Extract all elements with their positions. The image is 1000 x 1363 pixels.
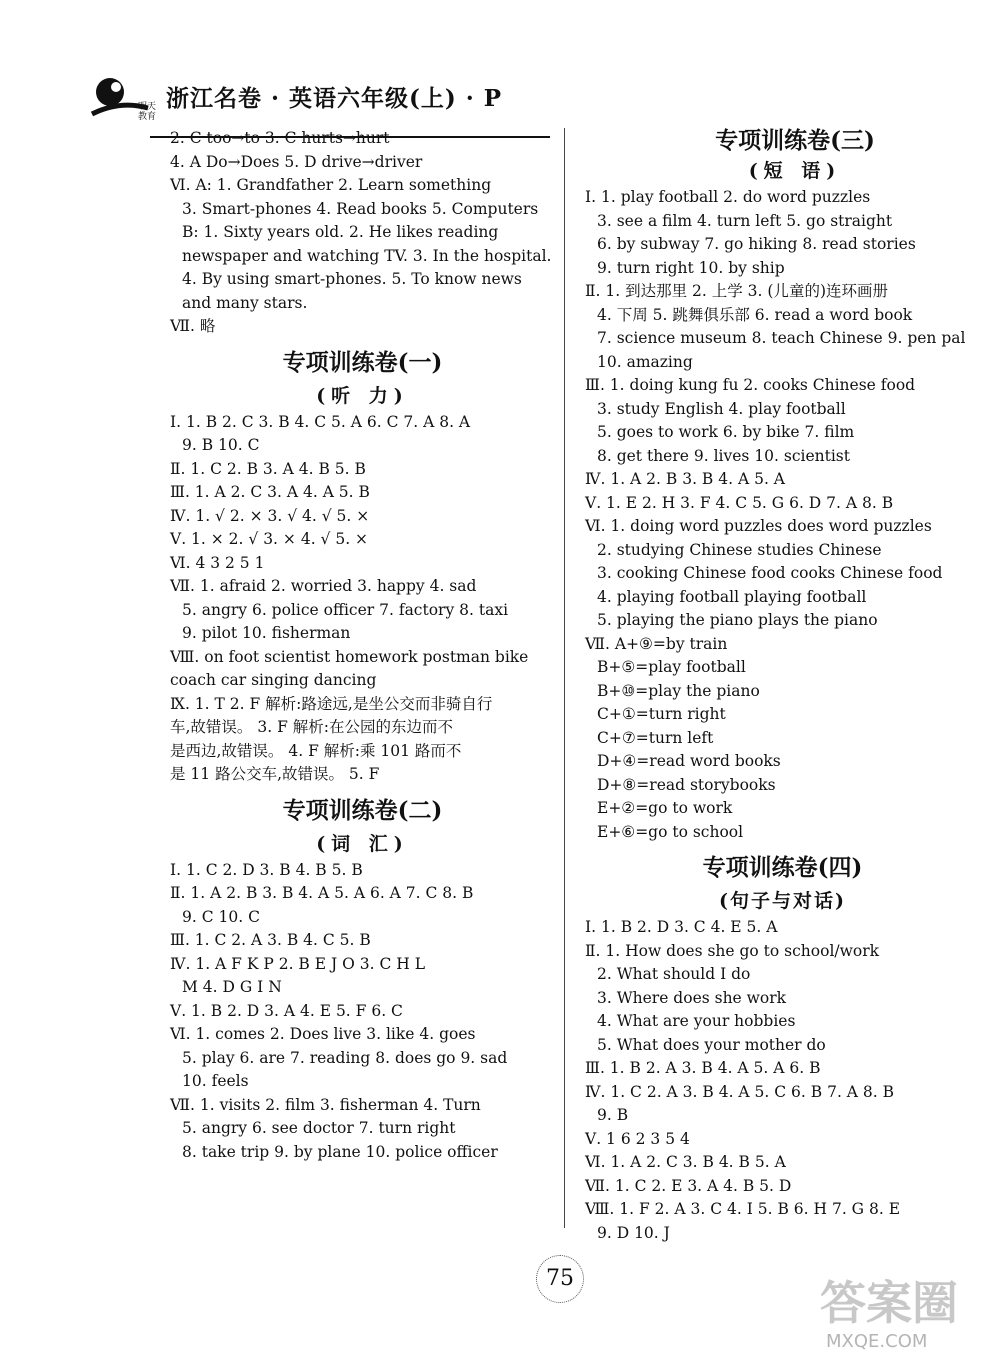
section-title: 专项训练卷(三) [715,127,875,154]
answer-line: 5. angry 6. see doctor 7. turn right [182,1119,456,1137]
answer-line: Ⅲ. 1. B 2. A 3. B 4. A 5. A 6. B [585,1059,821,1077]
answer-line: Ⅵ. A: 1. Grandfather 2. Learn something [170,176,492,194]
answer-line: C+①=turn right [597,705,726,723]
answer-line: Ⅲ. 1. doing kung fu 2. cooks Chinese food [585,376,916,394]
answer-line: Ⅴ. 1. B 2. D 3. A 4. E 5. F 6. C [170,1001,403,1020]
answer-line: Ⅱ. 1. C 2. B 3. A 4. B 5. B [170,459,366,478]
section-subtitle: (词 汇) [316,832,409,855]
column-divider [564,128,565,1228]
answer-line: Ⅳ. 1. √ 2. × 3. √ 4. √ 5. × [170,506,370,525]
answer-line: 车,故错误。 3. F 解析:在公园的东边而不 [170,718,453,736]
answer-line: 5. play 6. are 7. reading 8. does go 9. sad [182,1048,508,1067]
answer-line: 10. feels [182,1072,249,1090]
answer-line: 8. take trip 9. by plane 10. police officer [182,1142,498,1161]
answer-line: 3. Where does she work [597,988,787,1007]
answer-line: Ⅰ. 1. play football 2. do word puzzles [585,188,871,206]
answer-line: Ⅰ. 1. B 2. C 3. B 4. C 5. A 6. C 7. A 8. A [170,412,471,431]
answer-line: 4. 下周 5. 跳舞俱乐部 6. read a word book [597,305,913,324]
answer-line: 5. angry 6. police officer 7. factory 8. taxi [182,600,509,619]
answer-line: Ⅷ. 1. F 2. A 3. C 4. I 5. B 6. H 7. G 8. E [585,1200,901,1218]
right-column [585,186,980,1245]
left-column [170,127,555,1164]
answer-line: B+⑤=play football [597,658,746,676]
answer-line: Ⅵ. 1. comes 2. Does live 3. like 4. goes [170,1025,476,1043]
answer-line: 2. C too→to 3. C hurts→hurt [170,129,390,147]
answer-line: Ⅵ. 4 3 2 5 1 [170,553,265,572]
answer-line: 5. goes to work 6. by bike 7. film [597,423,855,441]
answer-line: 是西边,故错误。 4. F 解析:乘 101 路而不 [170,741,462,760]
answer-line: Ⅴ. 1 6 2 3 5 4 [585,1129,690,1148]
answer-line: Ⅵ. 1. doing word puzzles does word puzzles [585,517,932,535]
answer-line: 4. A Do→Does 5. D drive→driver [170,152,423,171]
answer-line: Ⅰ. 1. C 2. D 3. B 4. B 5. B [170,860,363,879]
answer-line: C+⑦=turn left [597,728,714,747]
watermark-url: MXQE.COM [826,1331,928,1352]
answer-line: 6. by subway 7. go hiking 8. read stories [597,235,916,253]
answer-line: Ⅶ. 1. afraid 2. worried 3. happy 4. sad [170,577,477,595]
answer-line: M 4. D G I N [182,978,282,996]
answer-line: 4. playing football playing football [597,587,867,606]
answer-line: Ⅳ. 1. A F K P 2. B E J O 3. C H L [170,954,426,973]
answer-line: 10. amazing [597,352,693,371]
answer-line: Ⅶ. 1. visits 2. film 3. fisherman 4. Turn [170,1095,481,1114]
section-subtitle: (短 语) [748,160,842,182]
answer-line: Ⅰ. 1. B 2. D 3. C 4. E 5. A [585,918,778,936]
answer-line: D+④=read word books [597,752,781,770]
answer-line: Ⅴ. 1. E 2. H 3. F 4. C 5. G 6. D 7. A 8. B [585,493,894,512]
answer-line: 9. turn right 10. by ship [597,258,785,277]
answer-line: B+⑩=play the piano [597,681,760,700]
answer-line: Ⅷ. on foot scientist homework postman bike [170,647,529,666]
answer-line: 9. C 10. C [182,907,260,926]
answer-line: 9. B [597,1106,629,1124]
answer-line: coach car singing dancing [170,671,377,689]
answer-line: Ⅶ. 1. C 2. E 3. A 4. B 5. D [585,1176,792,1195]
answer-line: Ⅲ. 1. C 2. A 3. B 4. C 5. B [170,931,371,949]
answer-line: 3. Smart-phones 4. Read books 5. Computers [182,199,539,218]
answer-line: 5. What does your mother do [597,1035,826,1054]
answer-line: 5. playing the piano plays the piano [597,611,878,629]
section-title: 专项训练卷(二) [282,796,443,824]
section-title: 专项训练卷(四) [702,854,863,881]
book-title: 浙江名卷 · 英语六年级(上) · P [166,85,503,112]
answer-line: 9. D 10. J [597,1223,670,1242]
answer-line: 9. B 10. C [182,436,260,454]
answer-line: B: 1. Sixty years old. 2. He likes reading [182,223,499,241]
answer-line: newspaper and watching TV. 3. In the hospital. [182,246,552,265]
answer-line: E+②=go to work [597,799,733,817]
answer-line: 3. cooking Chinese food cooks Chinese food [597,564,943,582]
answer-line: 2. studying Chinese studies Chinese [597,540,882,559]
answer-line: Ⅶ. 略 [170,317,216,335]
answer-line: 7. science museum 8. teach Chinese 9. pen pal [597,329,966,347]
answer-line: 9. pilot 10. fisherman [182,624,351,642]
watermark-logo: 答案圈 [820,1276,958,1330]
section-subtitle: (听 力) [316,384,409,407]
section-subtitle: (句子与对话) [719,890,846,912]
answer-line: Ⅱ. 1. How does she go to school/work [585,941,880,960]
answer-line: 4. What are your hobbies [597,1012,796,1030]
logo-text: 明天教育 [138,102,157,122]
answer-line: and many stars. [182,293,308,312]
answer-line: Ⅱ. 1. 到达那里 2. 上学 3. (儿童的)连环画册 [585,282,888,300]
answer-line: D+⑧=read storybooks [597,775,776,794]
answer-line: 2. What should I do [597,965,751,983]
answer-line: Ⅴ. 1. × 2. √ 3. × 4. √ 5. × [170,530,369,548]
answer-line: 4. By using smart-phones. 5. To know news [182,270,522,288]
answer-line: Ⅳ. 1. A 2. B 3. B 4. A 5. A [585,470,785,488]
page-number: 75 [536,1255,584,1303]
answer-line: Ⅲ. 1. A 2. C 3. A 4. A 5. B [170,483,370,501]
answer-line: Ⅳ. 1. C 2. A 3. B 4. A 5. C 6. B 7. A 8. B [585,1082,895,1101]
section-title: 专项训练卷(一) [282,348,443,376]
watermark [800,1255,990,1360]
answer-line: 3. study English 4. play football [597,399,846,418]
answer-line: Ⅱ. 1. A 2. B 3. B 4. A 5. A 6. A 7. C 8. B [170,884,474,902]
answer-line: 是 11 路公交车,故错误。 5. F [170,765,380,783]
answer-line: Ⅸ. 1. T 2. F 解析:路途远,是坐公交而非骑自行 [170,694,493,713]
answer-line: 8. get there 9. lives 10. scientist [597,446,850,465]
answer-line: E+⑥=go to school [597,822,744,841]
answer-line: 3. see a film 4. turn left 5. go straight [597,211,893,230]
answer-line: Ⅵ. 1. A 2. C 3. B 4. B 5. A [585,1153,786,1171]
answer-line: Ⅶ. A+⑨=by train [585,634,728,653]
